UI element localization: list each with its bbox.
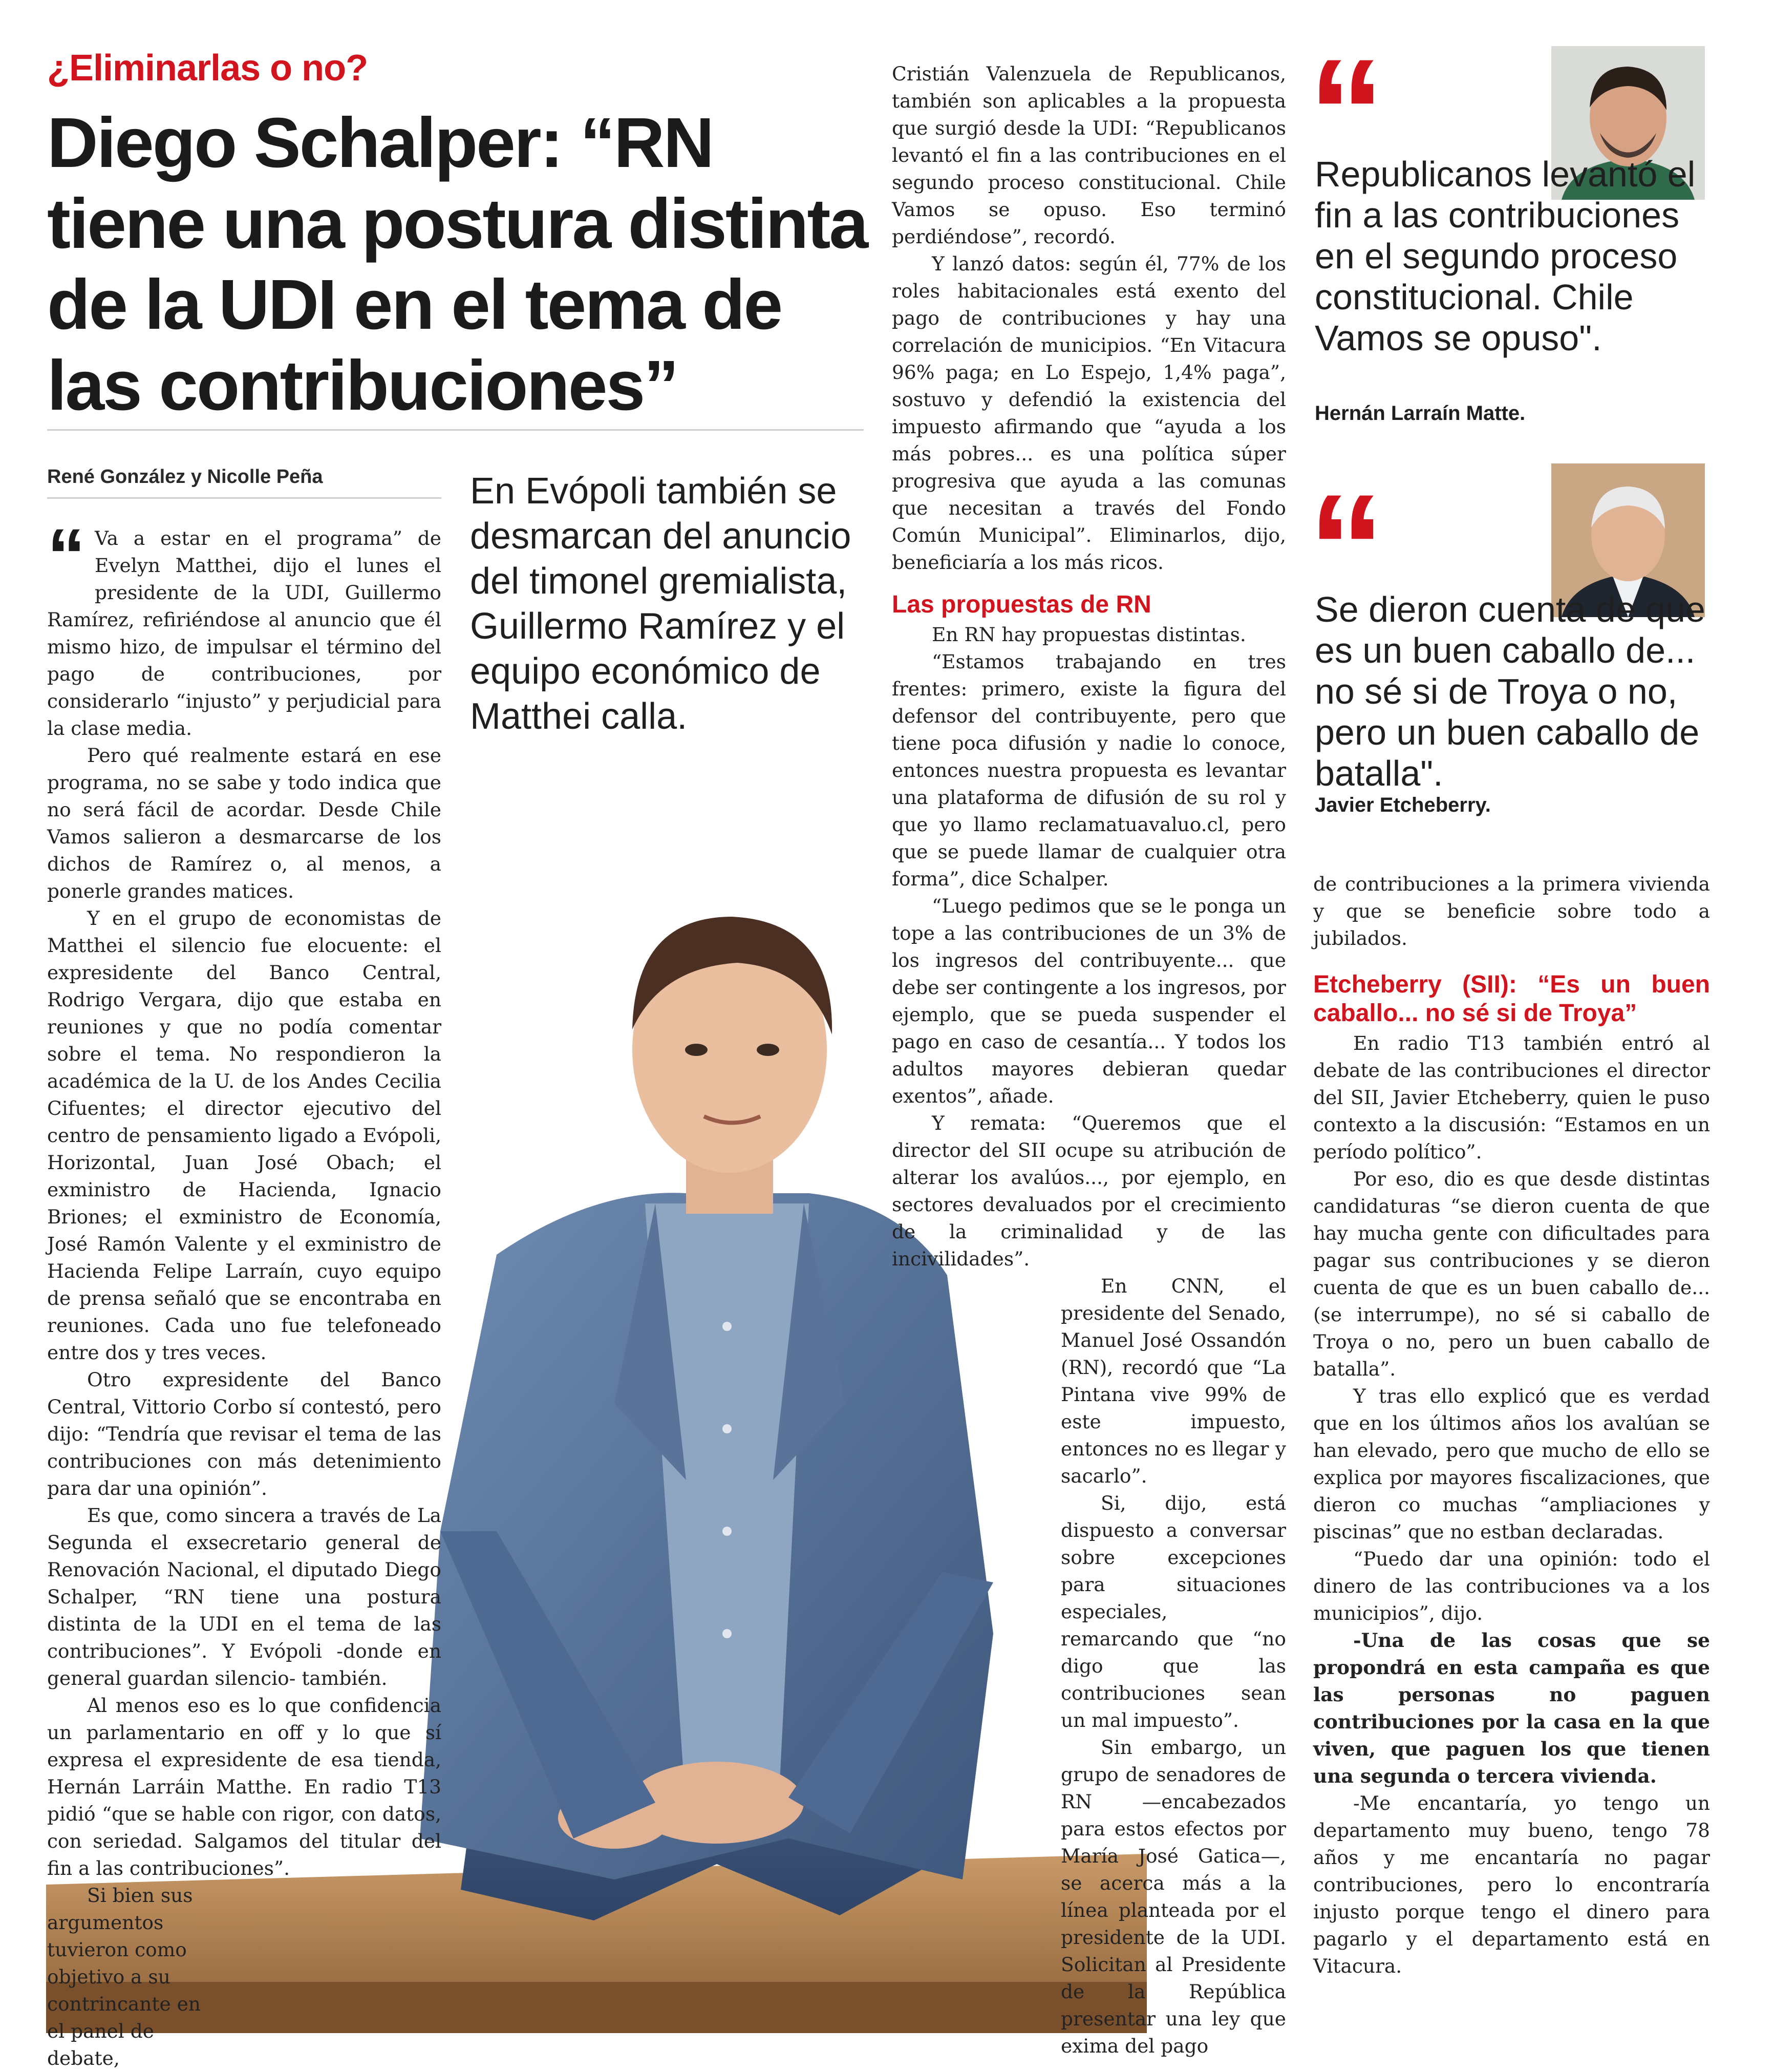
drop-quote-mark: “ xyxy=(47,513,86,599)
pull-quote: En Evópoli también se desmarcan del anuncio del timonel gremialista, Guillermo Ramírez y el equipo económico de Matthei calla. xyxy=(470,471,851,737)
col4-paragraph-5: “Puedo dar una opinión: todo el dinero de las contribuciones va a los municipios”, dijo. xyxy=(1313,1548,1710,1624)
col3-paragraph-1: Cristián Valenzuela de Republicanos, también son aplicables a la propuesta que surgió desde la UDI: “Republicanos levantó el fin a las contribuciones en el segundo proceso constitucional. Chile Vamos se opuso. Eso terminó perdiéndose”, recordó. xyxy=(892,62,1286,248)
quote-1-text: Republicanos levantó el fin a las contribuciones en el segundo proceso constitucional. Chile Vamos se opuso". xyxy=(1315,154,1696,358)
quote-1-author: Hernán Larraín Matte. xyxy=(1315,402,1526,425)
col3-paragraph-3: En RN hay propuestas distintas. xyxy=(932,623,1246,646)
subhead-etcheberry: Etcheberry (SII): “Es un buen caballo... no sé si de Troya” xyxy=(1313,971,1710,1027)
col4-paragraph-4: Y tras ello explicó que es verdad que en los últimos años los avalúan se han elevado, pero que mucho de ello se explica por mayores fiscalizaciones, que dieron co muchas “ampliaciones y piscinas” que no estban declaradas. xyxy=(1313,1385,1710,1543)
col3-paragraph-9: Sin embargo, un grupo de senadores de RN —encabezados para estos efectos por María José Gatica—, se acerca más a la línea planteada por el presidente de la UDI. Solicitan al Presidente de la República presentar una ley que exima del pago xyxy=(1061,1736,1286,2057)
col3-paragraph-6: Y remata: “Queremos que el director del SII ocupe su atribución de alterar los avalúos..., por ejemplo, en sectores devaluados por el crecimiento de la criminalidad y de las incivilidades”. xyxy=(892,1112,1286,1270)
article-column-3 xyxy=(892,60,1286,2057)
col4-paragraph-3: Por eso, dio es que desde distintas candidaturas “se dieron cuenta de que hay mucha gente con dificultades para pagar sus contribuciones y se dieron cuenta de que es un buen caballo de... (se interrumpe), no sé si caballo de Troya o no, pero un buen caballo de batalla”. xyxy=(1313,1168,1710,1380)
col3-paragraph-4: “Estamos trabajando en tres frentes: primero, existe la figura del defensor del contribuyente, pero que tiene poca difusión y nadie lo conoce, entonces nuestra propuesta es levantar una plataforma de difusión de su rol y que yo llamo reclamatuavaluo.cl, pero que se puede llamar de cualquier otra forma”, dice Schalper. xyxy=(892,650,1286,890)
col4-paragraph-2: En radio T13 también entró al debate de las contribuciones el director del SII, Javier Etcheberry, quien le puso contexto a la discusión: “Estamos en un período político”. xyxy=(1313,1032,1710,1163)
col3-paragraph-2: Y lanzó datos: según él, 77% de los roles habitacionales está exento del pago de contribuciones y hay una correlación de municipios. “En Vitacura 96% paga; en Lo Espejo, 1,4% paga”, sostuvo y defendió la existencia del impuesto afirmando que “ayuda a los más pobres... es una política súper progresiva que ayuda a las comunas que necesitan a través del Fondo Común Municipal”. Eliminarlos, dijo, beneficiaría a los más ricos. xyxy=(892,252,1286,574)
col3-paragraph-8: Si, dijo, está dispuesto a conversar sobre excepciones para situaciones especiales, remarcando que “no digo que las contribuciones sean un mal impuesto”. xyxy=(1061,1492,1286,1731)
col3-paragraph-7: En CNN, el presidente del Senado, Manuel José Ossandón (RN), recordó que “La Pintana vive 99% de este impuesto, entonces no es llegar y sacarlo”. xyxy=(1061,1275,1286,1487)
col1-paragraph-7: Si bien sus argumentos tuvieron como objetivo a su contrincante en el panel de debate, xyxy=(47,1884,201,2069)
article-column-4 xyxy=(1313,871,1710,1977)
col1-paragraph-3: Y en el grupo de economistas de Matthei el silencio fue elocuente: el expresidente del Banco Central, Rodrigo Vergara, dijo que estaba en reuniones y que no podía comentar sobre el tema. No respondieron la académica de la U. de los Andes Cecilia Cifuentes; el director ejecutivo del centro de pensamiento ligado a Evópoli, Horizontal, Juan José Obach; el exministro de Hacienda, Ignacio Briones; el exministro de Economía, José Ramón Valente y el exministro de Hacienda Felipe Larraín, cuyo equipo de prensa señaló que se encontraba en reuniones. Cada uno fue telefoneado entre dos y tres veces. xyxy=(47,907,441,1364)
kicker: ¿Eliminarlas o no? xyxy=(47,48,368,89)
quote-2-mark: “ xyxy=(1308,462,1370,634)
col4-answer: -Me encantaría, yo tengo un departamento muy bueno, tengo 78 años y me encantaría no pagar contribuciones, pero lo encontraría injusto porque tengo el dinero para pagarlo y el departamento está en Vitacura. xyxy=(1313,1792,1710,1977)
subhead-rn: Las propuestas de RN xyxy=(892,591,1151,618)
quote-1-mark: “ xyxy=(1308,27,1370,199)
col4-paragraph-1: de contribuciones a la primera vivienda y que se beneficie sobre todo a jubilados. xyxy=(1313,873,1710,949)
col4-question: -Una de las cosas que se propondrá en esta campaña es que las personas no paguen contribuciones por la casa en la que viven, que paguen los que tienen una segunda o tercera vivienda. xyxy=(1313,1629,1710,1787)
header-divider xyxy=(47,429,864,431)
col1-paragraph-5: Es que, como sincera a través de La Segunda el exsecretario general de Renovación Nacional, el diputado Diego Schalper, “RN tiene una postura distinta de la UDI en el tema de las contribuciones”. Y Evópoli -donde en general guardan silencio- también. xyxy=(47,1504,441,1689)
col1-paragraph-6: Al menos eso es lo que confidencia un parlamentario en off y lo que sí expresa el expresidente de esa tienda, Hernán Larráin Matthe. En radio T13 pidió “que se hable con rigor, con datos, con seriedad. Salgamos del titular del fin a las contribuciones”. xyxy=(47,1694,441,1879)
article-column-1 xyxy=(47,513,441,2069)
col1-paragraph-4: Otro expresidente del Banco Central, Vittorio Corbo sí contestó, pero dijo: “Tendría que revisar el tema de las contribuciones con más detenimiento para dar una opinión”. xyxy=(47,1368,441,1499)
headline: Diego Schalper: “RN tiene una postura distinta de la UDI en el tema de las contribuciones” xyxy=(47,103,867,425)
quote-2-author: Javier Etcheberry. xyxy=(1315,794,1491,816)
col1-paragraph-1: Va a estar en el programa” de Evelyn Matthei, dijo el lunes el presidente de la UDI, Guillermo Ramírez, refiriéndose al anuncio que él mismo hizo, de impulsar el término del pago de contribuciones, por considerarlo “injusto” y perjudicial para la clase media. xyxy=(47,527,441,739)
quote-2-text: Se dieron cuenta de que es un buen caballo de... no sé si de Troya o no, pero un buen caballo de batalla". xyxy=(1315,589,1705,793)
col1-paragraph-2: Pero qué realmente estará en ese programa, no se sabe y todo indica que no será fácil de acordar. Desde Chile Vamos salieron a desmarcarse de los dichos de Ramírez o, al menos, a ponerle grandes matices. xyxy=(47,744,441,902)
col3-paragraph-5: “Luego pedimos que se le ponga un tope a las contribuciones de un 3% de los ingresos del contribuyente... que debe ser contingente a los ingresos, por ejemplo, que se pueda suspender el pago en caso de cesantía... Y todos los adultos mayores debieran quedar exentos”, añade. xyxy=(892,895,1286,1107)
byline: René González y Nicolle Peña xyxy=(47,466,441,499)
